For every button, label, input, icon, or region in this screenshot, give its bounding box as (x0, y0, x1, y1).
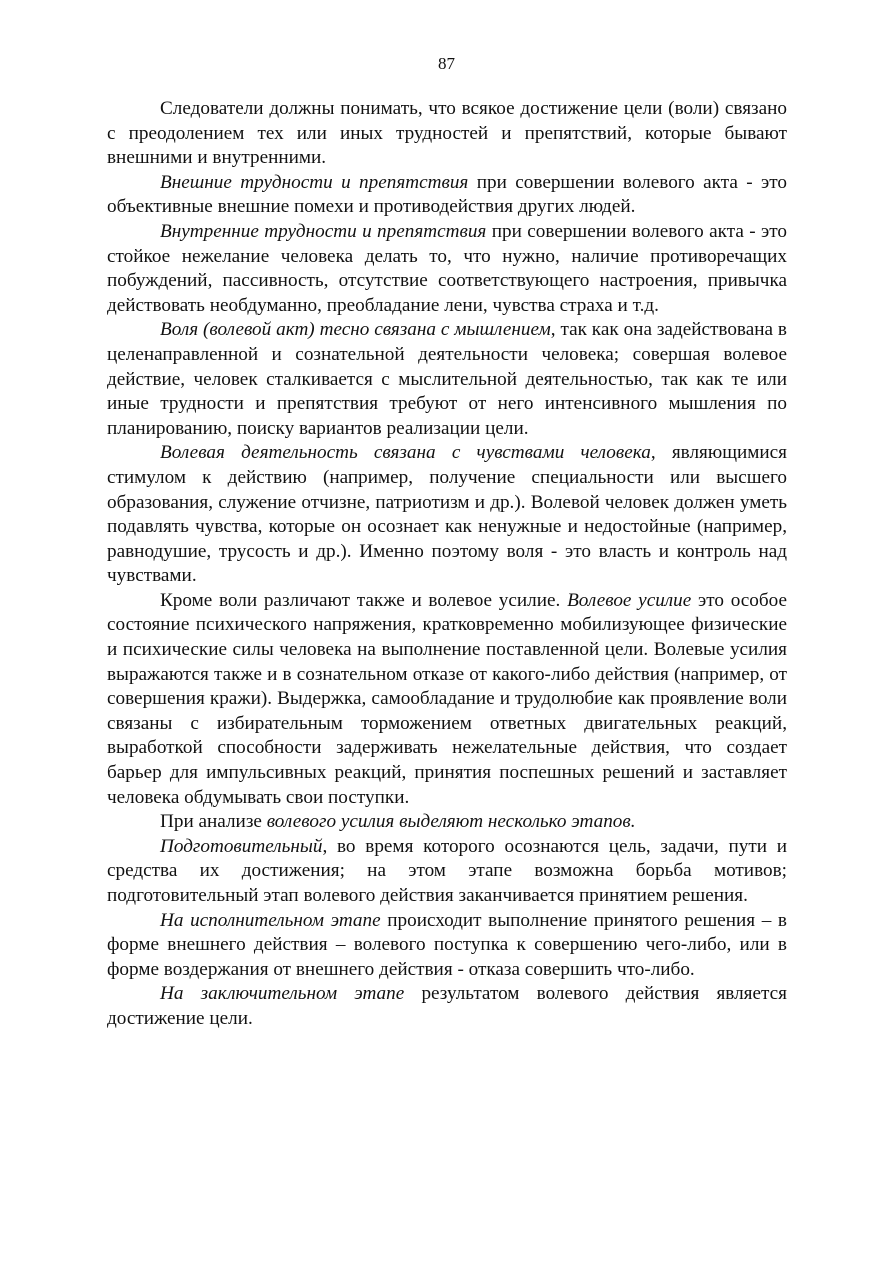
paragraph (107, 318, 787, 441)
italic-term: На заключительном этапе (160, 983, 405, 1005)
text-run: , во время которого осознаются цель, задачи, пути и средства их достижения; на этом этапе возможна борьба мотивов; подготовительный этап волевого действия заканчивается принятием решения. (107, 835, 787, 906)
italic-term: Воля (волевой акт) тесно связана с мышлением (160, 319, 551, 341)
body-text (107, 97, 787, 1032)
italic-term: волевого усилия выделяют несколько этапов. (266, 811, 636, 833)
paragraph (107, 909, 787, 983)
text-run: при совершении волевого акта - это стойкое нежелание человека делать то, что нужно, наличие противоречащих побуждений, пассивность, отсутствие соответствующего настроения, привычка действовать необдуманно, преобладание лени, чувства страха и т.д. (107, 220, 787, 316)
text-run: Кроме воли различают также и волевое усилие. (160, 589, 568, 611)
text-run: Следователи должны понимать, что всякое достижение цели (воли) связано с преодолением тех или иных трудностей и препятствий, которые бывают внешними и внутренними. (107, 98, 787, 169)
text-run: это особое состояние психического напряжения, кратковременно мобилизующее физические и психические силы человека на выполнение поставленной цели. Волевые усилия выражаются также и в сознательном отказе от какого-либо действия (например, от совершения кражи). Выдержка, самообладание и трудолюбие как проявление воли связаны с избирательным торможением ответных двигательных реакций, выработкой способности задерживать нежелательные действия, что создает барьер для импульсивных реакций, принятия поспешных решений и заставляет человека обдумывать свои поступки. (107, 589, 787, 808)
paragraph (107, 589, 787, 810)
text-run: при совершении волевого акта - это объективные внешние помехи и противодействия других людей. (107, 171, 787, 218)
text-run: результатом волевого действия является достижение цели. (107, 983, 787, 1029)
page-number: 87 (438, 54, 455, 73)
paragraph (107, 220, 787, 318)
paragraph (107, 835, 787, 909)
italic-term: Внешние трудности и препятствия (160, 171, 469, 193)
text-run: При анализе (160, 811, 267, 833)
italic-term: Подготовительный (160, 835, 323, 857)
paragraph (107, 97, 787, 171)
italic-term: Внутренние трудности и препятствия (160, 220, 487, 242)
text-run: происходит выполнение принятого решения – в форме внешнего действия – волевого поступка к совершению чего-либо, или в форме воздержания от внешнего действия - отказа совершить что-либо. (107, 909, 787, 980)
paragraph (107, 171, 787, 220)
italic-term: На исполнительном этапе (160, 909, 381, 931)
paragraph (107, 810, 787, 835)
italic-term: Волевая деятельность связана с чувствами человека (160, 442, 651, 464)
italic-term: Волевое усилие (567, 589, 692, 611)
paragraph (107, 441, 787, 589)
text-run: , являющимися стимулом к действию (например, получение специальности или высшего образования, служение отчизне, патриотизм и др.). Волевой человек должен уметь подавлять чувства, которые он осознает как ненужные и недостойные (например, равнодушие, трусость и др.). Именно поэтому воля - это власть и контроль над чувствами. (107, 442, 787, 587)
text-run: , так как она задействована в целенаправленной и сознательной деятельности человека; совершая волевое действие, человек сталкивается с мыслительной деятельностью, так как те или иные трудности и препятствия требуют от него интенсивного мышления по планированию, поиску вариантов реализации цели. (107, 319, 787, 439)
paragraph (107, 982, 787, 1031)
